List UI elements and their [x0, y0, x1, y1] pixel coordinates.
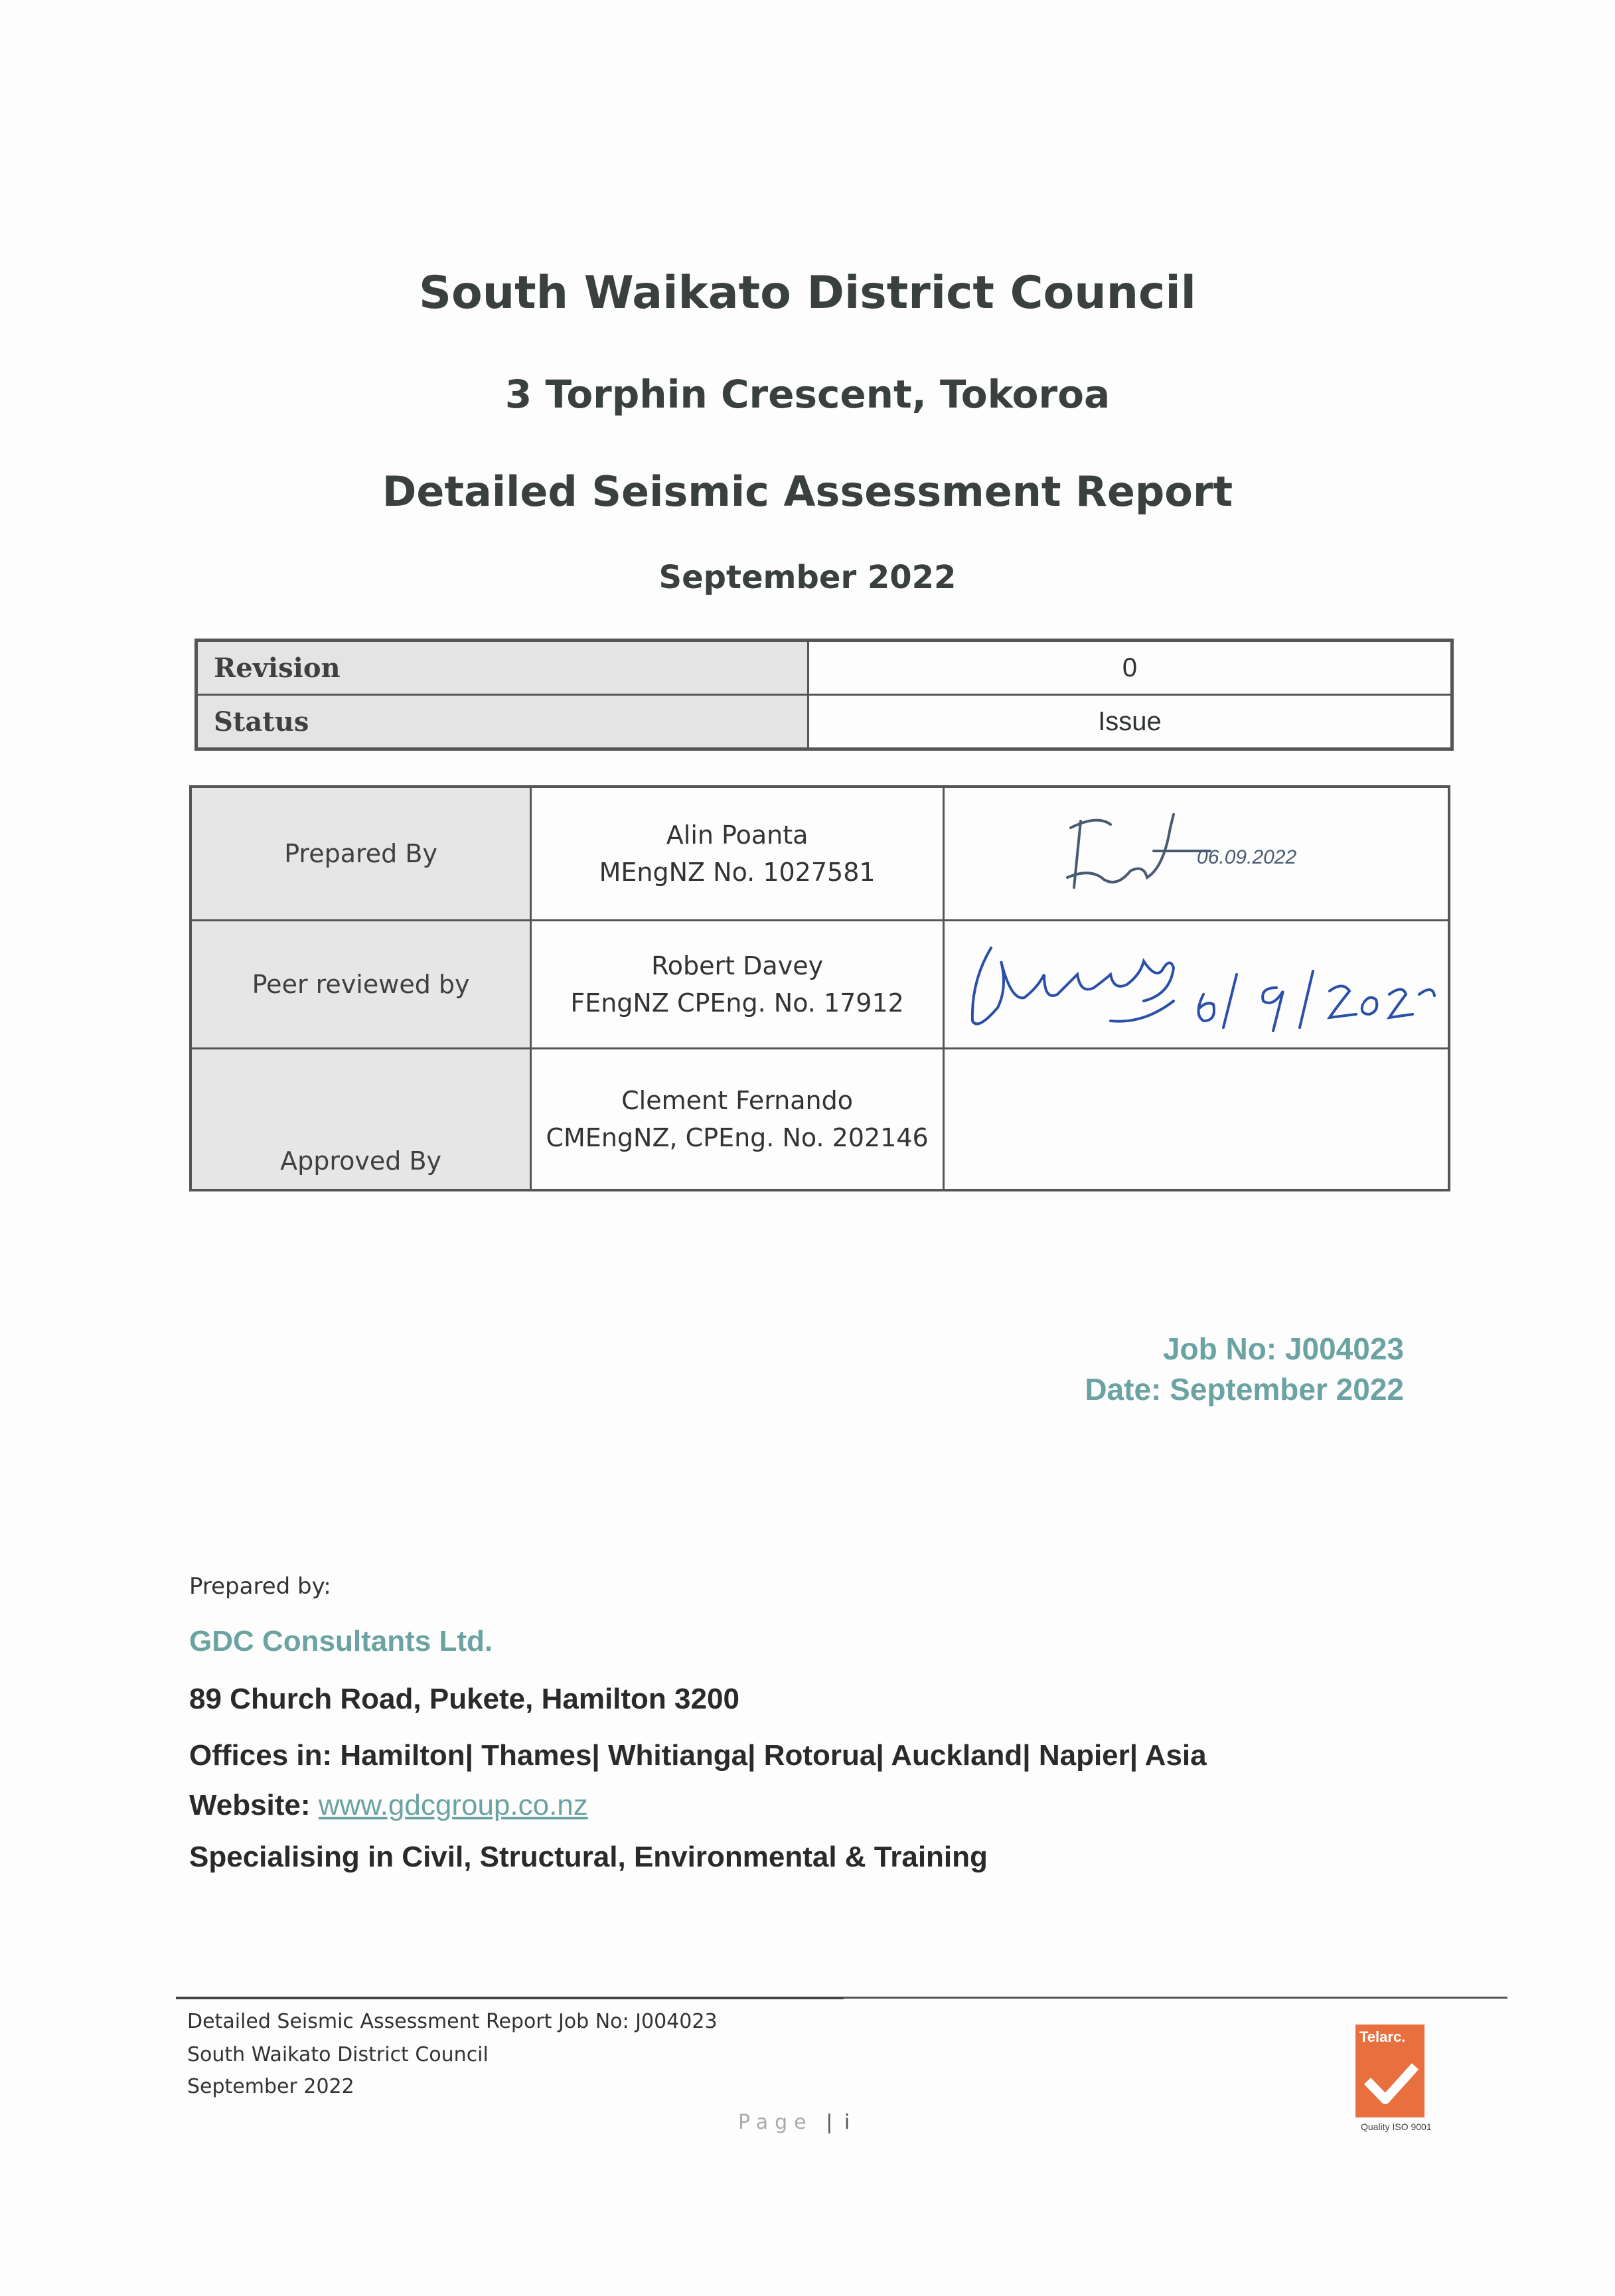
preparer-signature-icon	[945, 788, 1436, 919]
company-website-line	[189, 1789, 588, 1822]
checkmark-icon	[1355, 2054, 1424, 2114]
page-number	[738, 2111, 852, 2134]
table-row	[196, 695, 1452, 749]
website-label: Website:	[189, 1789, 319, 1821]
company-name: GDC Consultants Ltd.	[189, 1625, 493, 1657]
telarc-badge-title: Telarc.	[1359, 2028, 1406, 2045]
signoff-table	[189, 785, 1450, 1191]
preparer-credential: MEngNZ No. 1027581	[599, 858, 876, 887]
status-value: Issue	[808, 695, 1452, 749]
preparer-cell	[531, 787, 944, 921]
table-row	[191, 1049, 1449, 1191]
client-title: South Waikato District Council	[419, 267, 1196, 319]
status-label: Status	[196, 695, 808, 749]
revision-value: 0	[808, 641, 1452, 695]
company-address: 89 Church Road, Pukete, Hamilton 3200	[189, 1683, 739, 1715]
footer-divider	[176, 1997, 844, 1999]
reviewer-signature-icon	[945, 921, 1436, 1047]
preparer-signature-cell	[944, 787, 1449, 921]
reviewer-signature-cell	[944, 921, 1449, 1049]
report-title: Detailed Seismic Assessment Report	[382, 467, 1233, 516]
company-specialising: Specialising in Civil, Structural, Environmental & Training	[189, 1841, 988, 1873]
preparer-name: Alin Poanta	[666, 820, 808, 850]
prepared-by-label: Prepared By	[191, 787, 531, 921]
peer-reviewed-label: Peer reviewed by	[191, 921, 531, 1049]
telarc-badge-caption: Quality ISO 9001	[1361, 2121, 1432, 2132]
approver-cell	[531, 1049, 944, 1191]
preparer-signature-date: 06.09.2022	[1197, 846, 1297, 868]
website-link[interactable]: www.gdcgroup.co.nz	[318, 1789, 588, 1821]
approved-by-label: Approved By	[191, 1049, 531, 1191]
footer-report-line: Detailed Seismic Assessment Report Job No: J004023	[187, 2010, 718, 2033]
revision-label: Revision	[196, 641, 808, 695]
footer-date-line: September 2022	[187, 2075, 354, 2098]
prepared-by-heading: Prepared by:	[189, 1573, 331, 1600]
approver-signature-cell	[944, 1049, 1449, 1191]
page-index: | i	[826, 2111, 853, 2134]
reviewer-cell	[531, 921, 944, 1049]
approver-credential: CMEngNZ, CPEng. No. 202146	[546, 1123, 929, 1152]
page-label: Page	[738, 2111, 813, 2134]
reviewer-credential: FEngNZ CPEng. No. 17912	[570, 988, 904, 1018]
job-number: Job No: J004023	[1162, 1332, 1404, 1366]
revision-table	[194, 639, 1454, 751]
site-address: 3 Torphin Crescent, Tokoroa	[504, 372, 1111, 417]
footer-divider	[844, 1997, 1507, 1999]
table-row	[196, 641, 1452, 695]
job-date: Date: September 2022	[1085, 1372, 1404, 1407]
company-offices: Offices in: Hamilton| Thames| Whitianga| Rotorua| Auckland| Napier| Asia	[189, 1739, 1207, 1772]
report-date: September 2022	[658, 559, 957, 596]
footer-client-line: South Waikato District Council	[187, 2043, 489, 2066]
table-row	[191, 921, 1449, 1049]
reviewer-name: Robert Davey	[651, 951, 824, 980]
approver-name: Clement Fernando	[621, 1086, 854, 1115]
table-row	[191, 787, 1449, 921]
